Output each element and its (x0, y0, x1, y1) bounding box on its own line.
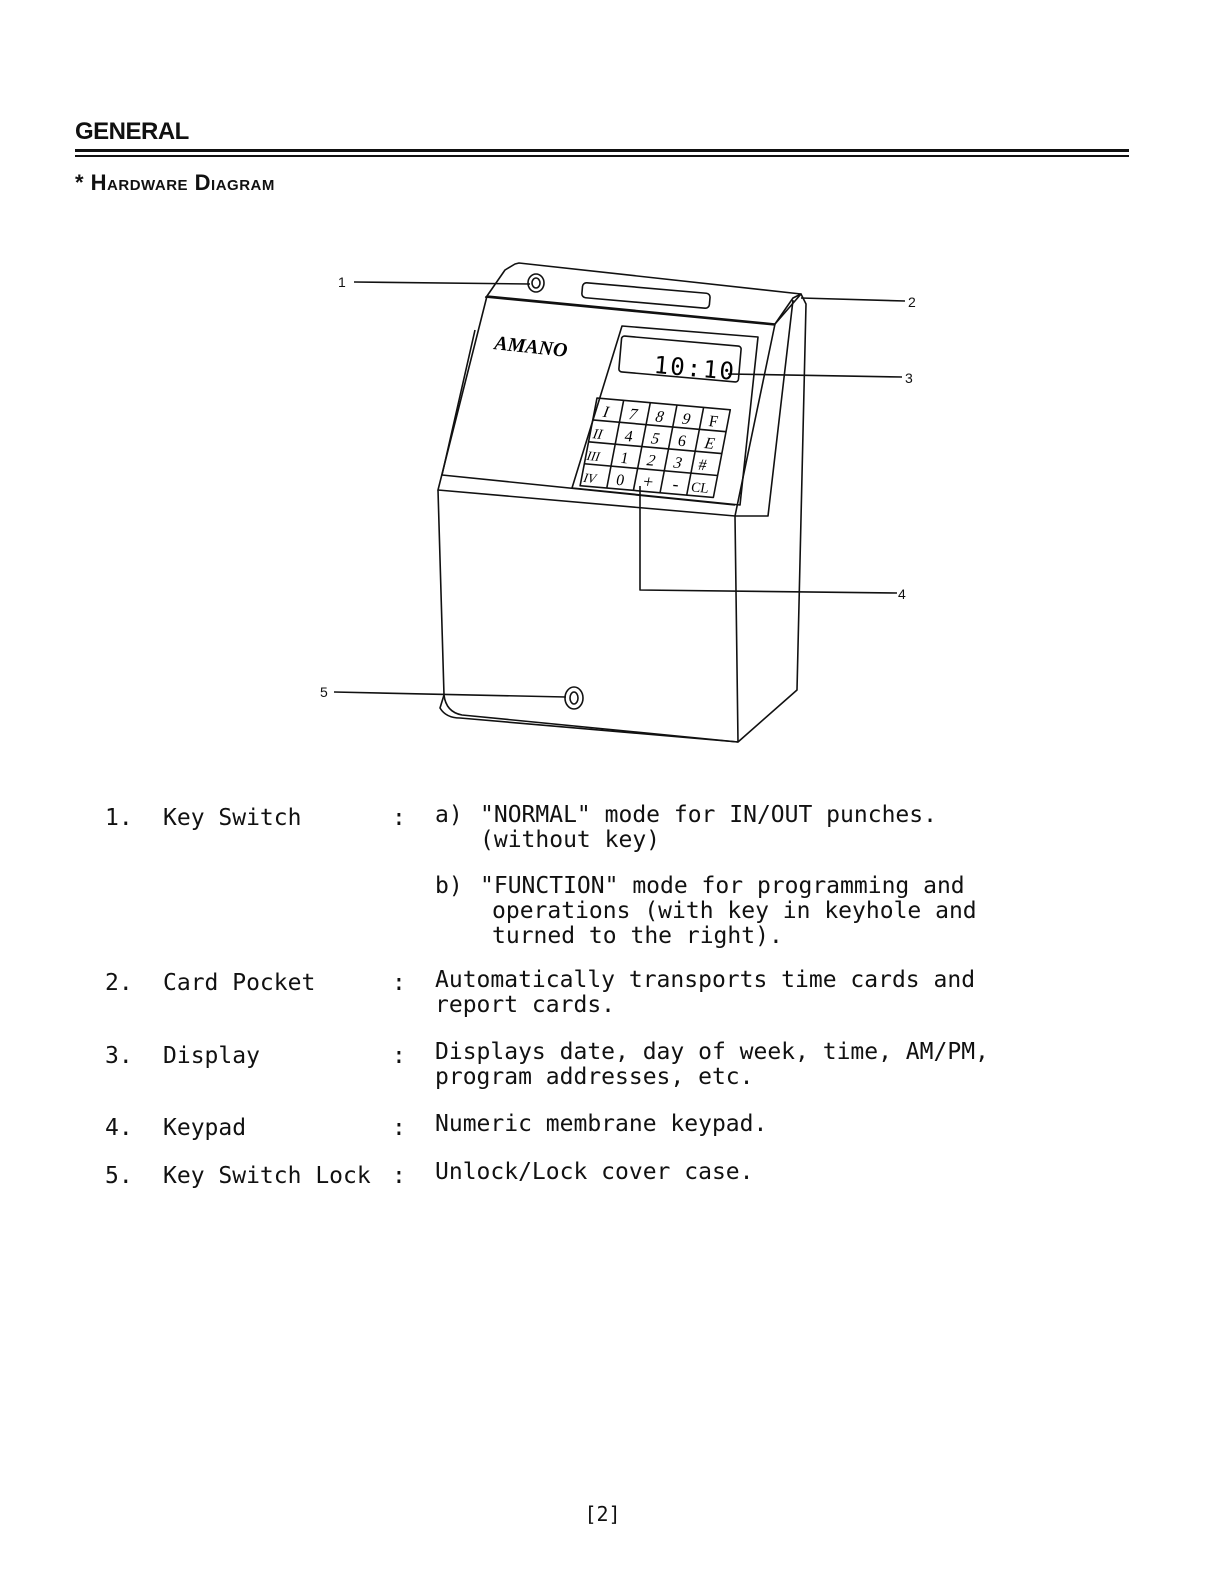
list-item (0, 1112, 1205, 1142)
keypad-key: - (670, 473, 681, 495)
leader-4 (640, 486, 897, 593)
item-label: Card Pocket (163, 970, 316, 996)
key-switch-lock (565, 687, 583, 709)
keypad-key: + (641, 471, 656, 492)
item-colon: : (392, 805, 406, 831)
heading-rule-thin (75, 155, 1129, 157)
item-description: Unlock/Lock cover case. (435, 1159, 754, 1185)
item-number: 1. (105, 805, 133, 831)
item-number: 5. (105, 1163, 133, 1189)
display-readout: 10:10 (652, 350, 738, 386)
lower-body (438, 490, 738, 742)
keypad-key: I (601, 403, 611, 422)
keypad-key: 4 (623, 427, 635, 446)
right-side (738, 294, 806, 742)
item-colon: : (392, 1115, 406, 1141)
keypad-key: IV (582, 469, 598, 486)
keypad-key: II (591, 426, 604, 443)
keypad-key: 2 (645, 452, 657, 470)
heading-rule (75, 149, 1129, 152)
keypad-key: 6 (676, 432, 688, 451)
item-description: Displays date, day of week, time, AM/PM, (435, 1039, 989, 1065)
leader-5 (334, 692, 566, 697)
item-colon: : (392, 1043, 406, 1069)
list-item (0, 1040, 1205, 1092)
item-number: 2. (105, 970, 133, 996)
item-colon: : (392, 970, 406, 996)
item-label: Display (163, 1043, 260, 1069)
item-description: program addresses, etc. (435, 1064, 754, 1090)
top-face (487, 263, 801, 324)
subsection-heading: * Hardware Diagram (75, 170, 275, 195)
callout-1: 1 (338, 274, 346, 290)
keypad-key: 0 (614, 471, 626, 490)
option-b-marker: b) (435, 873, 463, 899)
keypad-key: # (696, 456, 709, 475)
keypad-key: CL (689, 479, 711, 497)
item-label: Keypad (163, 1115, 247, 1141)
keypad-key: 3 (672, 454, 684, 473)
item-number: 3. (105, 1043, 133, 1069)
callout-5: 5 (320, 684, 328, 700)
key-switch (528, 274, 544, 292)
option-a-text: "NORMAL" mode for IN/OUT punches. (480, 802, 937, 828)
leader-2 (801, 298, 905, 301)
item-number: 4. (105, 1115, 133, 1141)
brand-logo: AMANO (493, 332, 569, 362)
card-slot (582, 282, 711, 308)
list-item (0, 968, 1205, 1020)
callout-4: 4 (898, 586, 906, 602)
option-a-marker: a) (435, 802, 463, 828)
list-item (0, 802, 1205, 949)
option-b-text: "FUNCTION" mode for programming and (480, 873, 965, 899)
keypad-key: III (585, 447, 602, 464)
option-a-text: (without key) (480, 827, 661, 853)
leader-1 (354, 282, 530, 284)
item-colon: : (392, 1163, 406, 1189)
item-description: Automatically transports time cards and (435, 967, 976, 993)
hardware-diagram (0, 230, 1205, 760)
keypad-key: 8 (653, 408, 666, 427)
keypad-key: E (703, 435, 716, 453)
option-b-text: operations (with key in keyhole and (492, 898, 977, 924)
section-heading: GENERAL (75, 118, 189, 145)
option-b-text: turned to the right). (492, 923, 783, 949)
callout-2: 2 (908, 294, 916, 310)
item-label: Key Switch Lock (163, 1163, 371, 1189)
page-number: [2] (584, 1502, 621, 1526)
keypad-key: 9 (680, 410, 692, 429)
item-description: report cards. (435, 992, 616, 1018)
keypad-key: 7 (627, 406, 639, 424)
keypad-key: 5 (649, 430, 661, 448)
callout-3: 3 (905, 370, 913, 386)
list-item (0, 1160, 1205, 1190)
keypad-key: 1 (618, 449, 631, 468)
item-description: Numeric membrane keypad. (435, 1111, 768, 1137)
item-label: Key Switch (163, 805, 302, 831)
keypad-key: F (707, 413, 720, 431)
